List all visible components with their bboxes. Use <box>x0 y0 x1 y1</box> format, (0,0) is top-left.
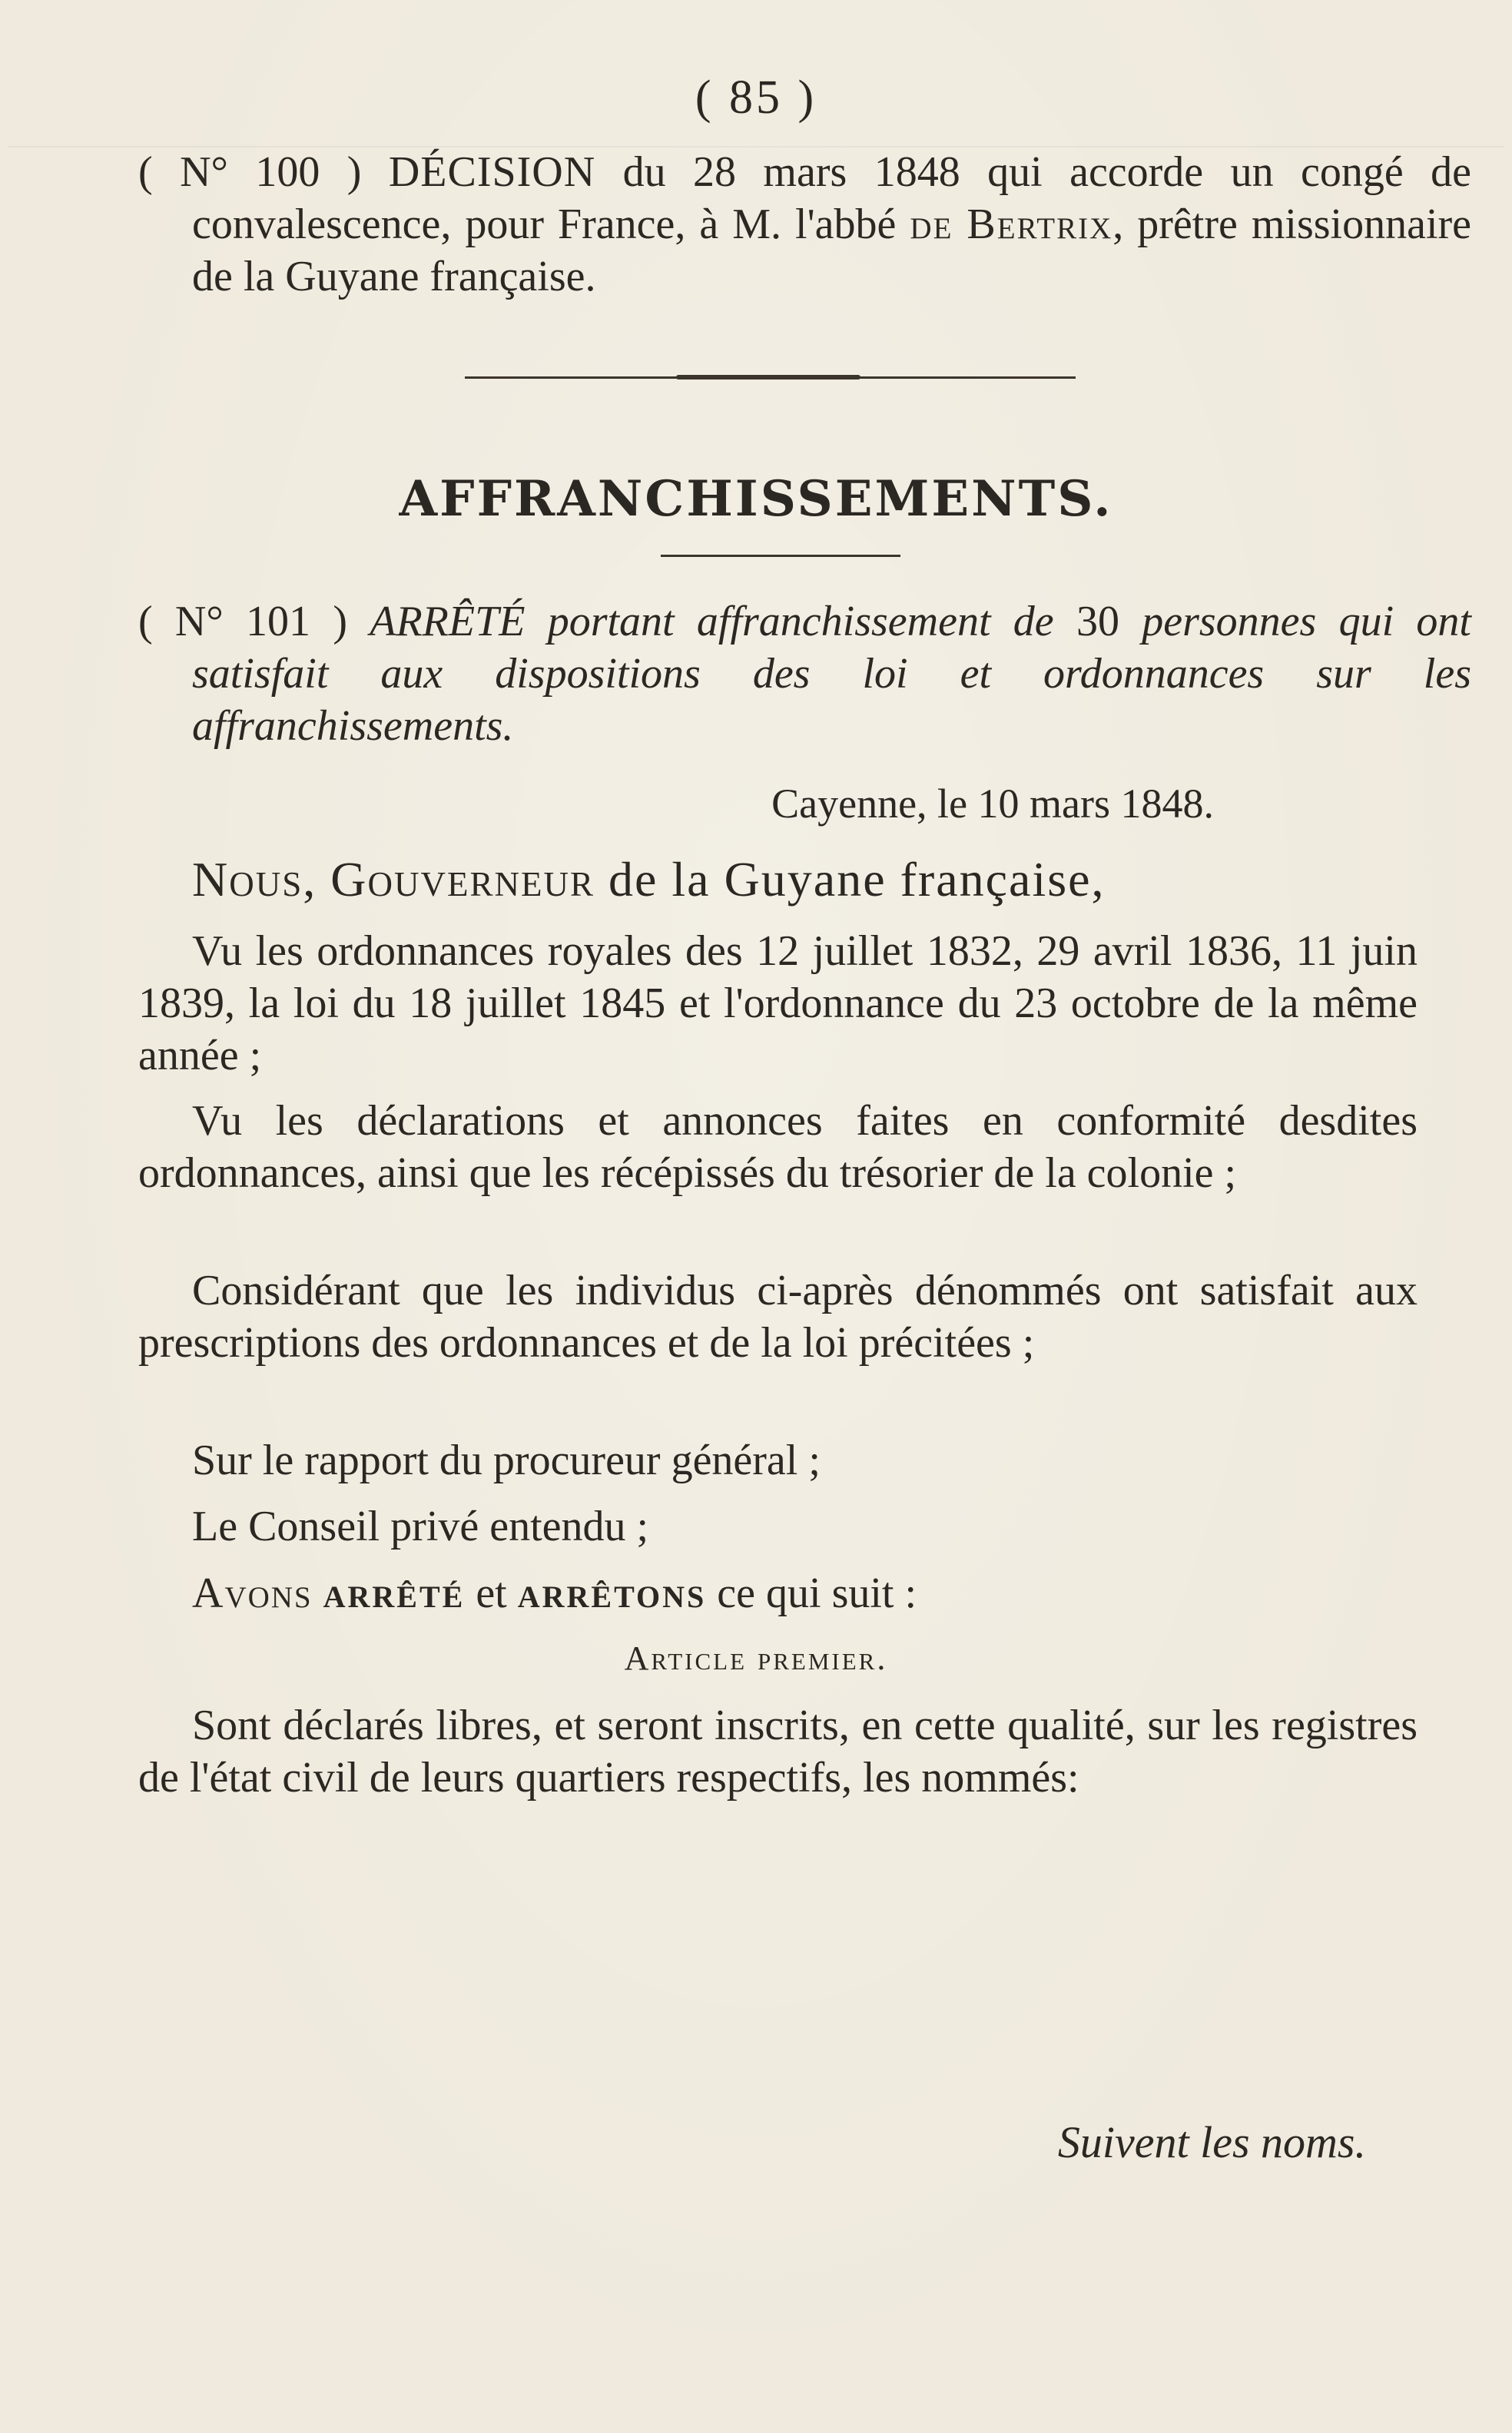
decision-name: Bertrix <box>967 201 1113 248</box>
avons-word: Avons <box>192 1570 313 1617</box>
heading-underline <box>661 555 900 557</box>
paragraph-vu-declarations: Vu les déclarations et annonces faites en conformité desdites ordonnances, ainsi que les récépissés du trésorier de la colonie ; <box>138 1097 1418 1197</box>
decision-name-prefix: de <box>910 201 953 248</box>
section-separator-rule-thick <box>676 375 860 380</box>
arrete-title-rest: personnes qui ont satisfait aux dispositions des loi et ordonnances sur les affranchissements. <box>192 598 1471 750</box>
show-through-frame <box>8 146 1504 2299</box>
decision-text: du 28 mars 1848 qui accorde un congé de convalescence, pour France, à M. l'abbé <box>192 148 1471 248</box>
paragraph-avons <box>138 1567 1418 1623</box>
nous-gouverneur-line <box>192 851 1106 908</box>
nous-line-rest: de la Guyane française, <box>608 852 1106 907</box>
article-heading: Article premier. <box>624 1639 888 1677</box>
avons-rest: ce qui suit : <box>717 1570 917 1617</box>
arrete-title: ARRÊTÉ portant affranchissement de <box>370 598 1054 645</box>
arretons-word: ARRÊTONS <box>517 1579 707 1614</box>
paragraph-considerant: Considérant que les individus ci-après dénommés ont satisfait aux prescriptions des ordonnances et de la loi précitées ; <box>138 1267 1418 1367</box>
et-word: et <box>476 1570 507 1617</box>
paragraph-vu-ordonnances: Vu les ordonnances royales des 12 juillet 1832, 29 avril 1836, 11 juin 1839, la loi du 18 juillet 1845 et l'ordonnance du 23 octobre de la même année ; <box>138 927 1418 1079</box>
decision-100-entry <box>138 146 1471 303</box>
nous-word: Nous, <box>192 852 317 907</box>
paragraph-conseil: Le Conseil privé entendu ; <box>192 1503 649 1550</box>
arrete-count: 30 <box>1076 598 1119 645</box>
paragraph-article-text: Sont déclarés libres, et seront inscrits, en cette qualité, sur les registres de l'état civil de leurs quartiers respectifs, les nommés: <box>138 1702 1418 1802</box>
closing-line: Suivent les noms. <box>1057 2117 1366 2167</box>
arrete-number: ( N° 101 ) <box>138 598 347 645</box>
gouverneur-word: Gouverneur <box>330 852 595 907</box>
section-heading: AFFRANCHISSEMENTS. <box>399 470 1113 528</box>
arrete-word: ARRÊTÉ <box>323 1579 466 1614</box>
page-number: ( 85 ) <box>695 71 817 124</box>
date-line: Cayenne, le 10 mars 1848. <box>771 781 1214 827</box>
arrete-101-entry <box>138 595 1471 752</box>
decision-title: DÉCISION <box>388 148 596 196</box>
decision-rest: , prêtre missionnaire de la Guyane française. <box>192 201 1472 300</box>
paragraph-rapport: Sur le rapport du procureur général ; <box>192 1437 821 1484</box>
decision-number: ( N° 100 ) <box>138 148 362 196</box>
